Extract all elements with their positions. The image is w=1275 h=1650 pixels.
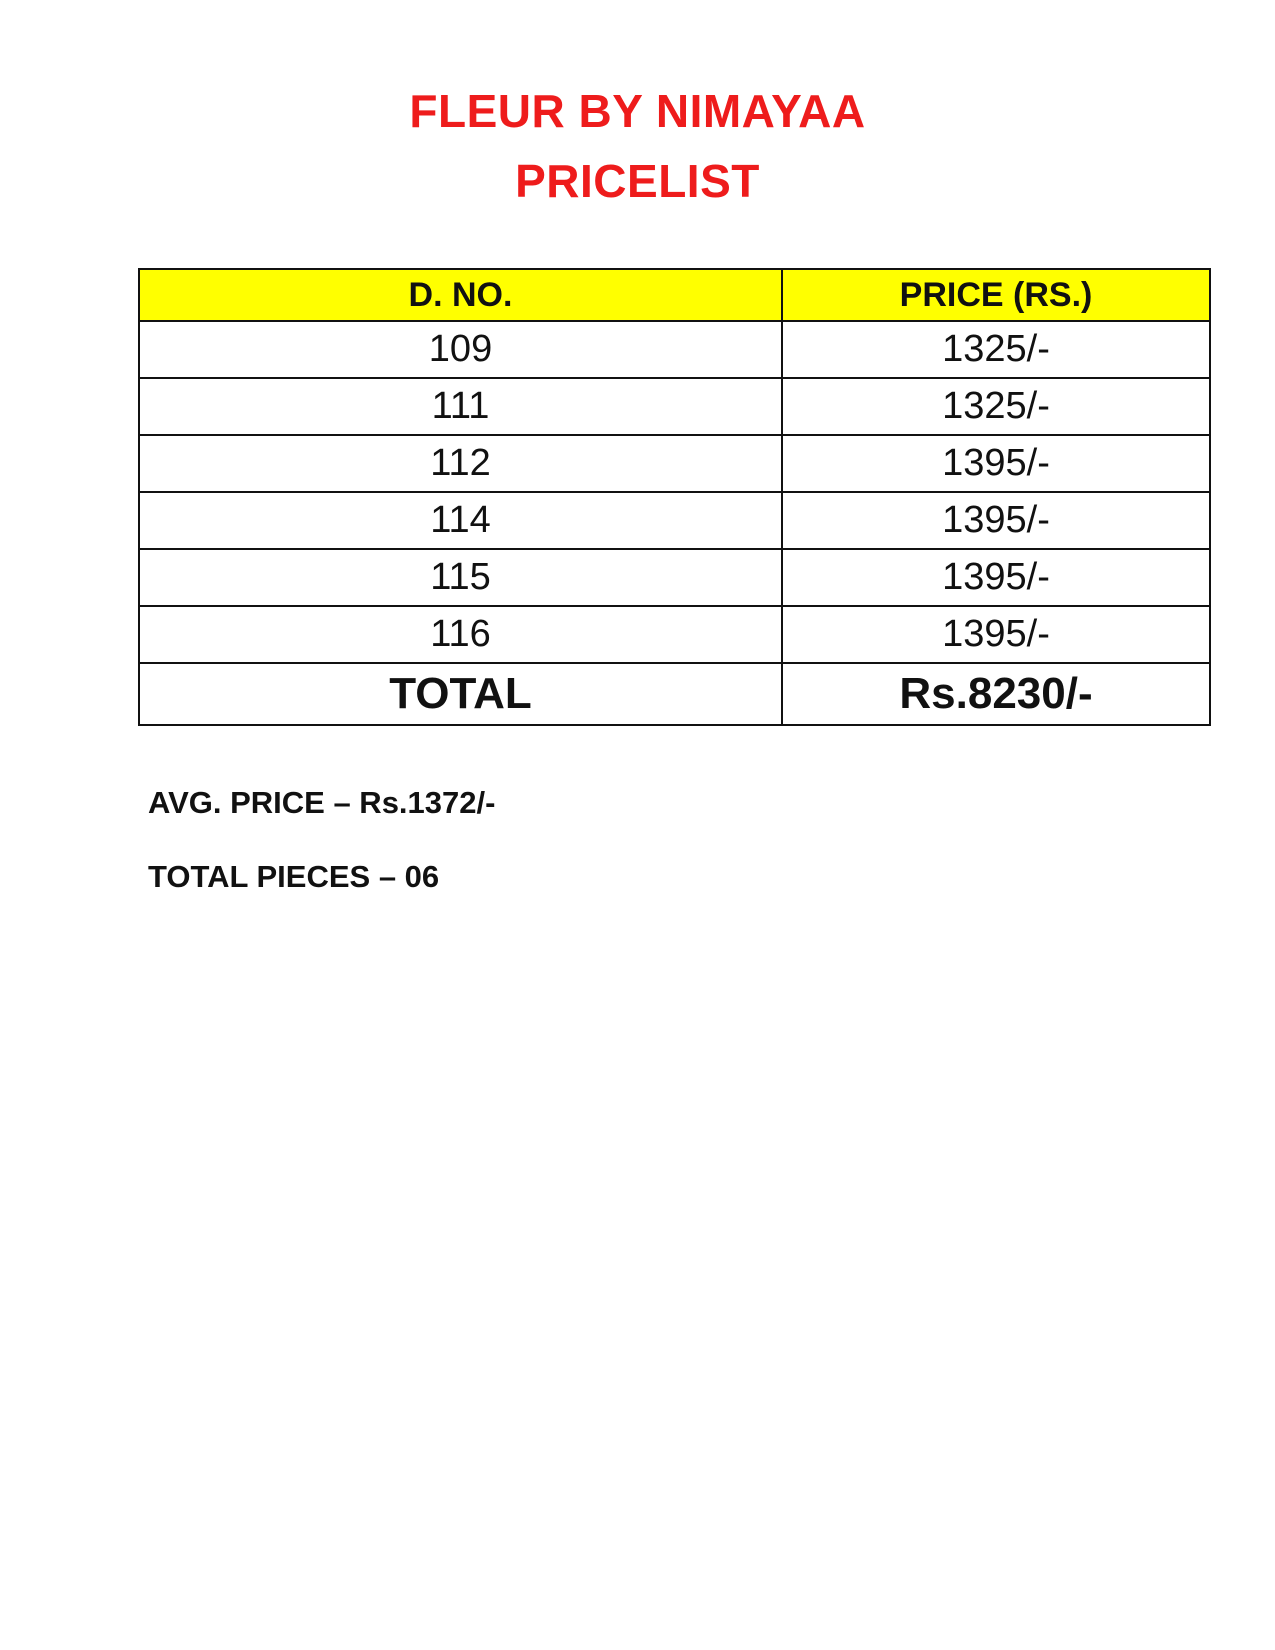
table-row [139,378,1210,435]
table-row [139,549,1210,606]
avg-price-text: AVG. PRICE – Rs.1372/- [148,785,496,820]
price-cell: 1325/- [782,378,1210,435]
price-cell: 1325/- [782,321,1210,378]
design-no-cell: 112 [139,435,782,492]
design-no-cell: 114 [139,492,782,549]
table-row [139,435,1210,492]
total-pieces-text: TOTAL PIECES – 06 [148,859,440,894]
price-table [138,268,1211,726]
price-cell: 1395/- [782,606,1210,663]
price-cell: 1395/- [782,492,1210,549]
table-row [139,606,1210,663]
design-no-cell: 116 [139,606,782,663]
price-cell: 1395/- [782,435,1210,492]
design-no-cell: 111 [139,378,782,435]
total-value: Rs.8230/- [782,663,1210,725]
design-no-cell: 115 [139,549,782,606]
total-label: TOTAL [139,663,782,725]
column-header-price: PRICE (RS.) [782,269,1210,321]
price-cell: 1395/- [782,549,1210,606]
page-subtitle: PRICELIST [515,155,760,207]
table-row [139,492,1210,549]
table-row [139,321,1210,378]
column-header-design-no: D. NO. [139,269,782,321]
page-title: FLEUR BY NIMAYAA [409,85,866,137]
total-row [139,663,1210,725]
design-no-cell: 109 [139,321,782,378]
table-header-row [139,269,1210,321]
